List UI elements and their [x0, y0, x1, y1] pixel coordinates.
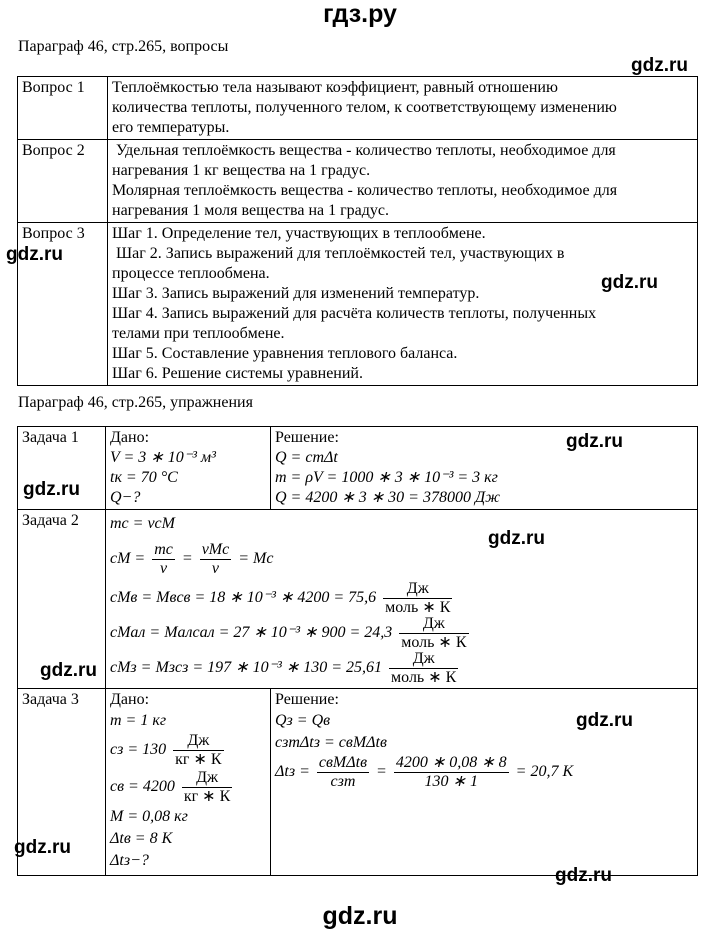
answer-line: процессе теплообмена.: [112, 265, 270, 282]
formula-line: mc = νcM: [110, 515, 175, 532]
fraction: [317, 754, 369, 791]
watermark: gdz.ru: [555, 865, 612, 886]
answer-line: Шаг 2. Запись выражений для теплоёмкостей тел, участвующих в: [112, 245, 565, 262]
section-2-heading: Параграф 46, стр.265, упражнения: [18, 394, 253, 411]
solution-line: Q = cmΔt: [275, 449, 338, 466]
solution-line: m = ρV = 1000 ∗ 3 ∗ 10⁻³ = 3 кг: [275, 469, 498, 486]
task-solution: [106, 510, 698, 689]
fraction-denominator: ν: [160, 560, 168, 577]
solution-line: cзmΔtз = cвMΔtв: [275, 734, 387, 751]
given-title: Дано:: [110, 691, 150, 708]
question-answer: [108, 223, 698, 386]
fraction-numerator: Дж: [389, 650, 458, 669]
given-lhs: cз = 130: [110, 741, 167, 759]
question-row-1: [18, 77, 698, 140]
task-solution: [271, 689, 698, 876]
task-solution: [271, 427, 698, 510]
task-row-2: [18, 510, 698, 689]
formula-line: [110, 580, 693, 617]
fraction-denominator: кг ∗ К: [175, 751, 222, 768]
answer-line: Теплоёмкостью тела называют коэффициент, равный отношению: [112, 79, 558, 96]
fraction-numerator: Дж: [173, 732, 223, 751]
question-row-3: [18, 223, 698, 386]
fraction-numerator: Дж: [383, 580, 452, 599]
formula-line: [110, 615, 693, 652]
watermark: gdz.ru: [576, 710, 633, 731]
fraction: [200, 541, 232, 578]
answer-line: Удельная теплоёмкость вещества - количество теплоты, необходимое для: [112, 142, 616, 159]
task-label: Задача 3: [18, 689, 106, 876]
task-label: Задача 2: [18, 510, 106, 689]
given-line: V = 3 ∗ 10⁻³ м³: [110, 449, 216, 466]
exercises-table: [17, 426, 698, 876]
answer-line: его температуры.: [112, 119, 230, 136]
given-lhs: cв = 4200: [110, 778, 175, 796]
answer-line: Молярная теплоёмкость вещества - количество теплоты, необходимое для: [112, 182, 618, 199]
solution-title: Решение:: [275, 429, 339, 446]
question-answer: [108, 77, 698, 140]
fraction-numerator: νMc: [201, 541, 230, 558]
answer-line: Шаг 4. Запись выражений для расчёта количеств теплоты, полученных: [112, 305, 597, 322]
fraction-numerator: Дж: [399, 615, 468, 634]
given-title: Дано:: [110, 429, 150, 446]
unit-fraction: [383, 580, 452, 617]
answer-line: Шаг 1. Определение тел, участвующих в теплообмене.: [112, 225, 486, 242]
given-line: Δtв = 8 К: [110, 830, 173, 847]
fraction-denominator: моль ∗ К: [385, 599, 451, 616]
question-label: Вопрос 3: [18, 223, 108, 386]
question-answer: [108, 140, 698, 223]
question-label: Вопрос 1: [18, 77, 108, 140]
section-1-heading: Параграф 46, стр.265, вопросы: [18, 38, 229, 55]
given-line: Δtз−?: [110, 852, 149, 869]
solution-title: Решение:: [275, 691, 339, 708]
formula-expr: cMв = Mвcв = 18 ∗ 10⁻³ ∗ 4200 = 75,6: [110, 589, 377, 607]
formula-eq: =: [181, 550, 193, 568]
given-line: tк = 70 °C: [110, 469, 178, 486]
watermark: gdz.ru: [6, 244, 63, 265]
formula-expr: cMз = Mзcз = 197 ∗ 10⁻³ ∗ 130 = 25,61: [110, 659, 383, 677]
given-line: [110, 732, 266, 769]
question-row-2: [18, 140, 698, 223]
formula-lhs: cM =: [110, 550, 146, 568]
solution-line: [275, 754, 693, 791]
watermark: gdz.ru: [631, 55, 688, 76]
formula-line: [110, 650, 693, 687]
fraction-denominator: ν: [211, 560, 219, 577]
formula-rhs: = Mc: [238, 550, 274, 568]
watermark: gdz.ru: [488, 528, 545, 549]
answer-line: Шаг 3. Запись выражений для изменений температур.: [112, 285, 480, 302]
fraction: [394, 754, 509, 791]
given-line: m = 1 кг: [110, 712, 167, 729]
unit-fraction: [173, 732, 223, 769]
fraction: [152, 541, 175, 578]
fraction-numerator: Дж: [182, 769, 232, 788]
answer-line: Шаг 5. Составление уравнения теплового баланса.: [112, 345, 458, 362]
formula-lhs: Δtз =: [275, 763, 310, 781]
question-label: Вопрос 2: [18, 140, 108, 223]
formula-eq: =: [376, 763, 387, 781]
watermark: gdz.ru: [14, 837, 71, 858]
task-given: [106, 689, 271, 876]
answer-line: нагревания 1 кг вещества на 1 градус.: [112, 162, 371, 179]
formula-expr: cMал = Mалcал = 27 ∗ 10⁻³ ∗ 900 = 24,3: [110, 624, 393, 642]
answer-line: телами при теплообмене.: [112, 325, 285, 342]
answer-line: Шаг 6. Решение системы уравнений.: [112, 365, 363, 382]
fraction-denominator: 130 ∗ 1: [424, 773, 478, 790]
watermark: gdz.ru: [23, 479, 80, 500]
given-line: [110, 769, 266, 806]
fraction-denominator: моль ∗ К: [391, 669, 457, 686]
fraction-denominator: моль ∗ К: [401, 634, 467, 651]
fraction-denominator: кг ∗ К: [183, 788, 231, 805]
watermark: gdz.ru: [601, 272, 658, 293]
solution-line: Qз = Qв: [275, 712, 331, 729]
site-title: гдз.ру: [323, 0, 397, 28]
fraction-numerator: mc: [154, 541, 173, 558]
unit-fraction: [399, 615, 468, 652]
formula-rhs: = 20,7 К: [515, 763, 574, 781]
given-line: Q−?: [110, 489, 141, 506]
fraction-numerator: 4200 ∗ 0,08 ∗ 8: [395, 754, 507, 771]
formula-line: [110, 541, 693, 578]
footer-watermark: gdz.ru: [322, 902, 398, 930]
unit-fraction: [182, 769, 232, 806]
watermark: gdz.ru: [40, 660, 97, 681]
solution-line: Q = 4200 ∗ 3 ∗ 30 = 378000 Дж: [275, 489, 501, 506]
task-given: [106, 427, 271, 510]
unit-fraction: [389, 650, 458, 687]
task-label: Задача 1: [18, 427, 106, 510]
given-line: M = 0,08 кг: [110, 808, 188, 825]
fraction-denominator: cзm: [330, 773, 356, 790]
watermark: gdz.ru: [566, 431, 623, 452]
answer-line: нагревания 1 моля вещества на 1 градус.: [112, 202, 390, 219]
answer-line: количества теплоты, полученного телом, к соответствующему изменению: [112, 99, 617, 116]
questions-table: [17, 76, 698, 386]
fraction-numerator: cвMΔtв: [318, 754, 368, 771]
